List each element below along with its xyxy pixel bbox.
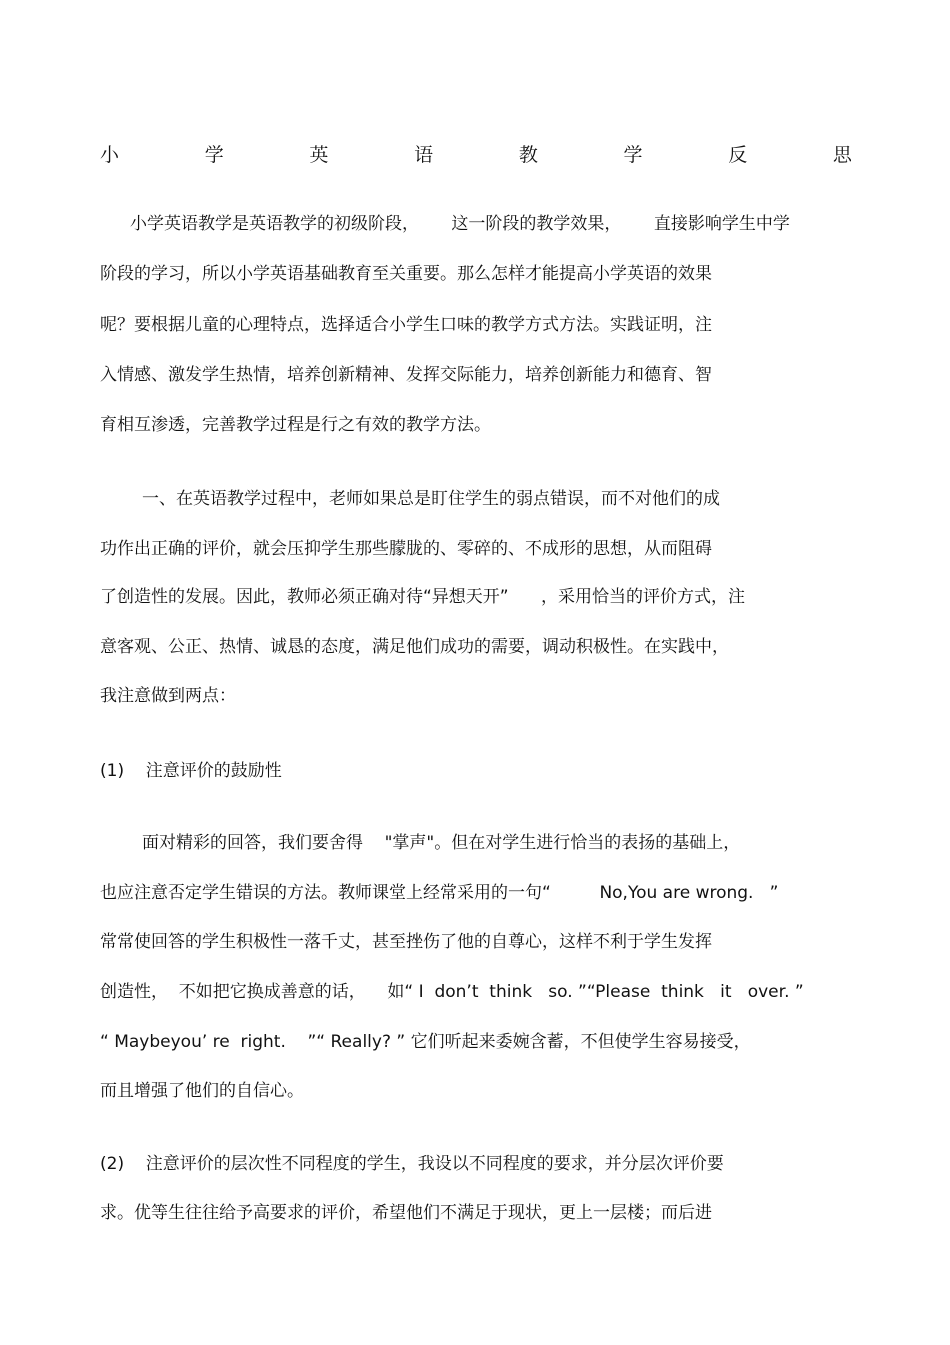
title-char: 思 [832, 144, 852, 166]
paragraph-line: 育相互渗透，完善教学过程是行之有效的教学方法。 [100, 415, 491, 435]
paragraph-line: 一、在英语教学过程中，老师如果总是盯住学生的弱点错误，而不对他们的成 [142, 489, 720, 509]
paragraph-line: 意客观、公正、热情、诚恳的态度，满足他们成功的需要，调动积极性。在实践中， [100, 637, 729, 657]
title-char: 小 [100, 144, 120, 166]
title-char: 教 [518, 144, 538, 166]
title-char: 英 [309, 144, 329, 166]
paragraph-line: 入情感、激发学生热情，培养创新精神、发挥交际能力，培养创新能力和德育、智 [100, 365, 712, 385]
paragraph-line: 我注意做到两点： [100, 686, 236, 706]
document-title [100, 140, 852, 170]
paragraph-line: “ Maybeyou’ re right. ”“ Really? ” 它们听起来委婉含蓄，不但使学生容易接受， [100, 1032, 751, 1052]
title-char: 学 [204, 144, 224, 166]
paragraph-line: 面对精彩的回答，我们要舍得 "掌声"。但在对学生进行恰当的表扬的基础上， [142, 833, 741, 853]
list-heading: (1) 注意评价的鼓励性 [100, 761, 282, 781]
title-char: 学 [623, 144, 643, 166]
paragraph-line: 阶段的学习，所以小学英语基础教育至关重要。那么怎样才能提高小学英语的效果 [100, 264, 712, 284]
paragraph-line: 求。优等生往往给予高要求的评价，希望他们不满足于现状，更上一层楼；而后进 [100, 1203, 712, 1223]
paragraph-line: 而且增强了他们的自信心。 [100, 1081, 304, 1101]
title-char: 语 [414, 144, 434, 166]
paragraph-line: 小学英语教学是英语教学的初级阶段， 这一阶段的教学效果， 直接影响学生中学 [130, 214, 790, 234]
paragraph-line: 了创造性的发展。因此，教师必须正确对待“异想天开” ，采用恰当的评价方式，注 [100, 587, 746, 607]
paragraph-line: 呢？要根据儿童的心理特点，选择适合小学生口味的教学方式方法。实践证明，注 [100, 315, 712, 335]
list-heading: (2) 注意评价的层次性不同程度的学生，我设以不同程度的要求，并分层次评价要 [100, 1154, 724, 1174]
paragraph-line: 功作出正确的评价，就会压抑学生那些朦胧的、零碎的、不成形的思想，从而阻碍 [100, 539, 712, 559]
title-char: 反 [728, 144, 748, 166]
paragraph-line: 创造性， 不如把它换成善意的话， 如“ I don’t think so. ”“Please think it over. ” [100, 982, 804, 1002]
paragraph-line: 也应注意否定学生错误的方法。教师课堂上经常采用的一句“ No,You are wrong. ” [100, 883, 779, 903]
paragraph-line: 常常使回答的学生积极性一落千丈，甚至挫伤了他的自尊心，这样不利于学生发挥 [100, 932, 712, 952]
